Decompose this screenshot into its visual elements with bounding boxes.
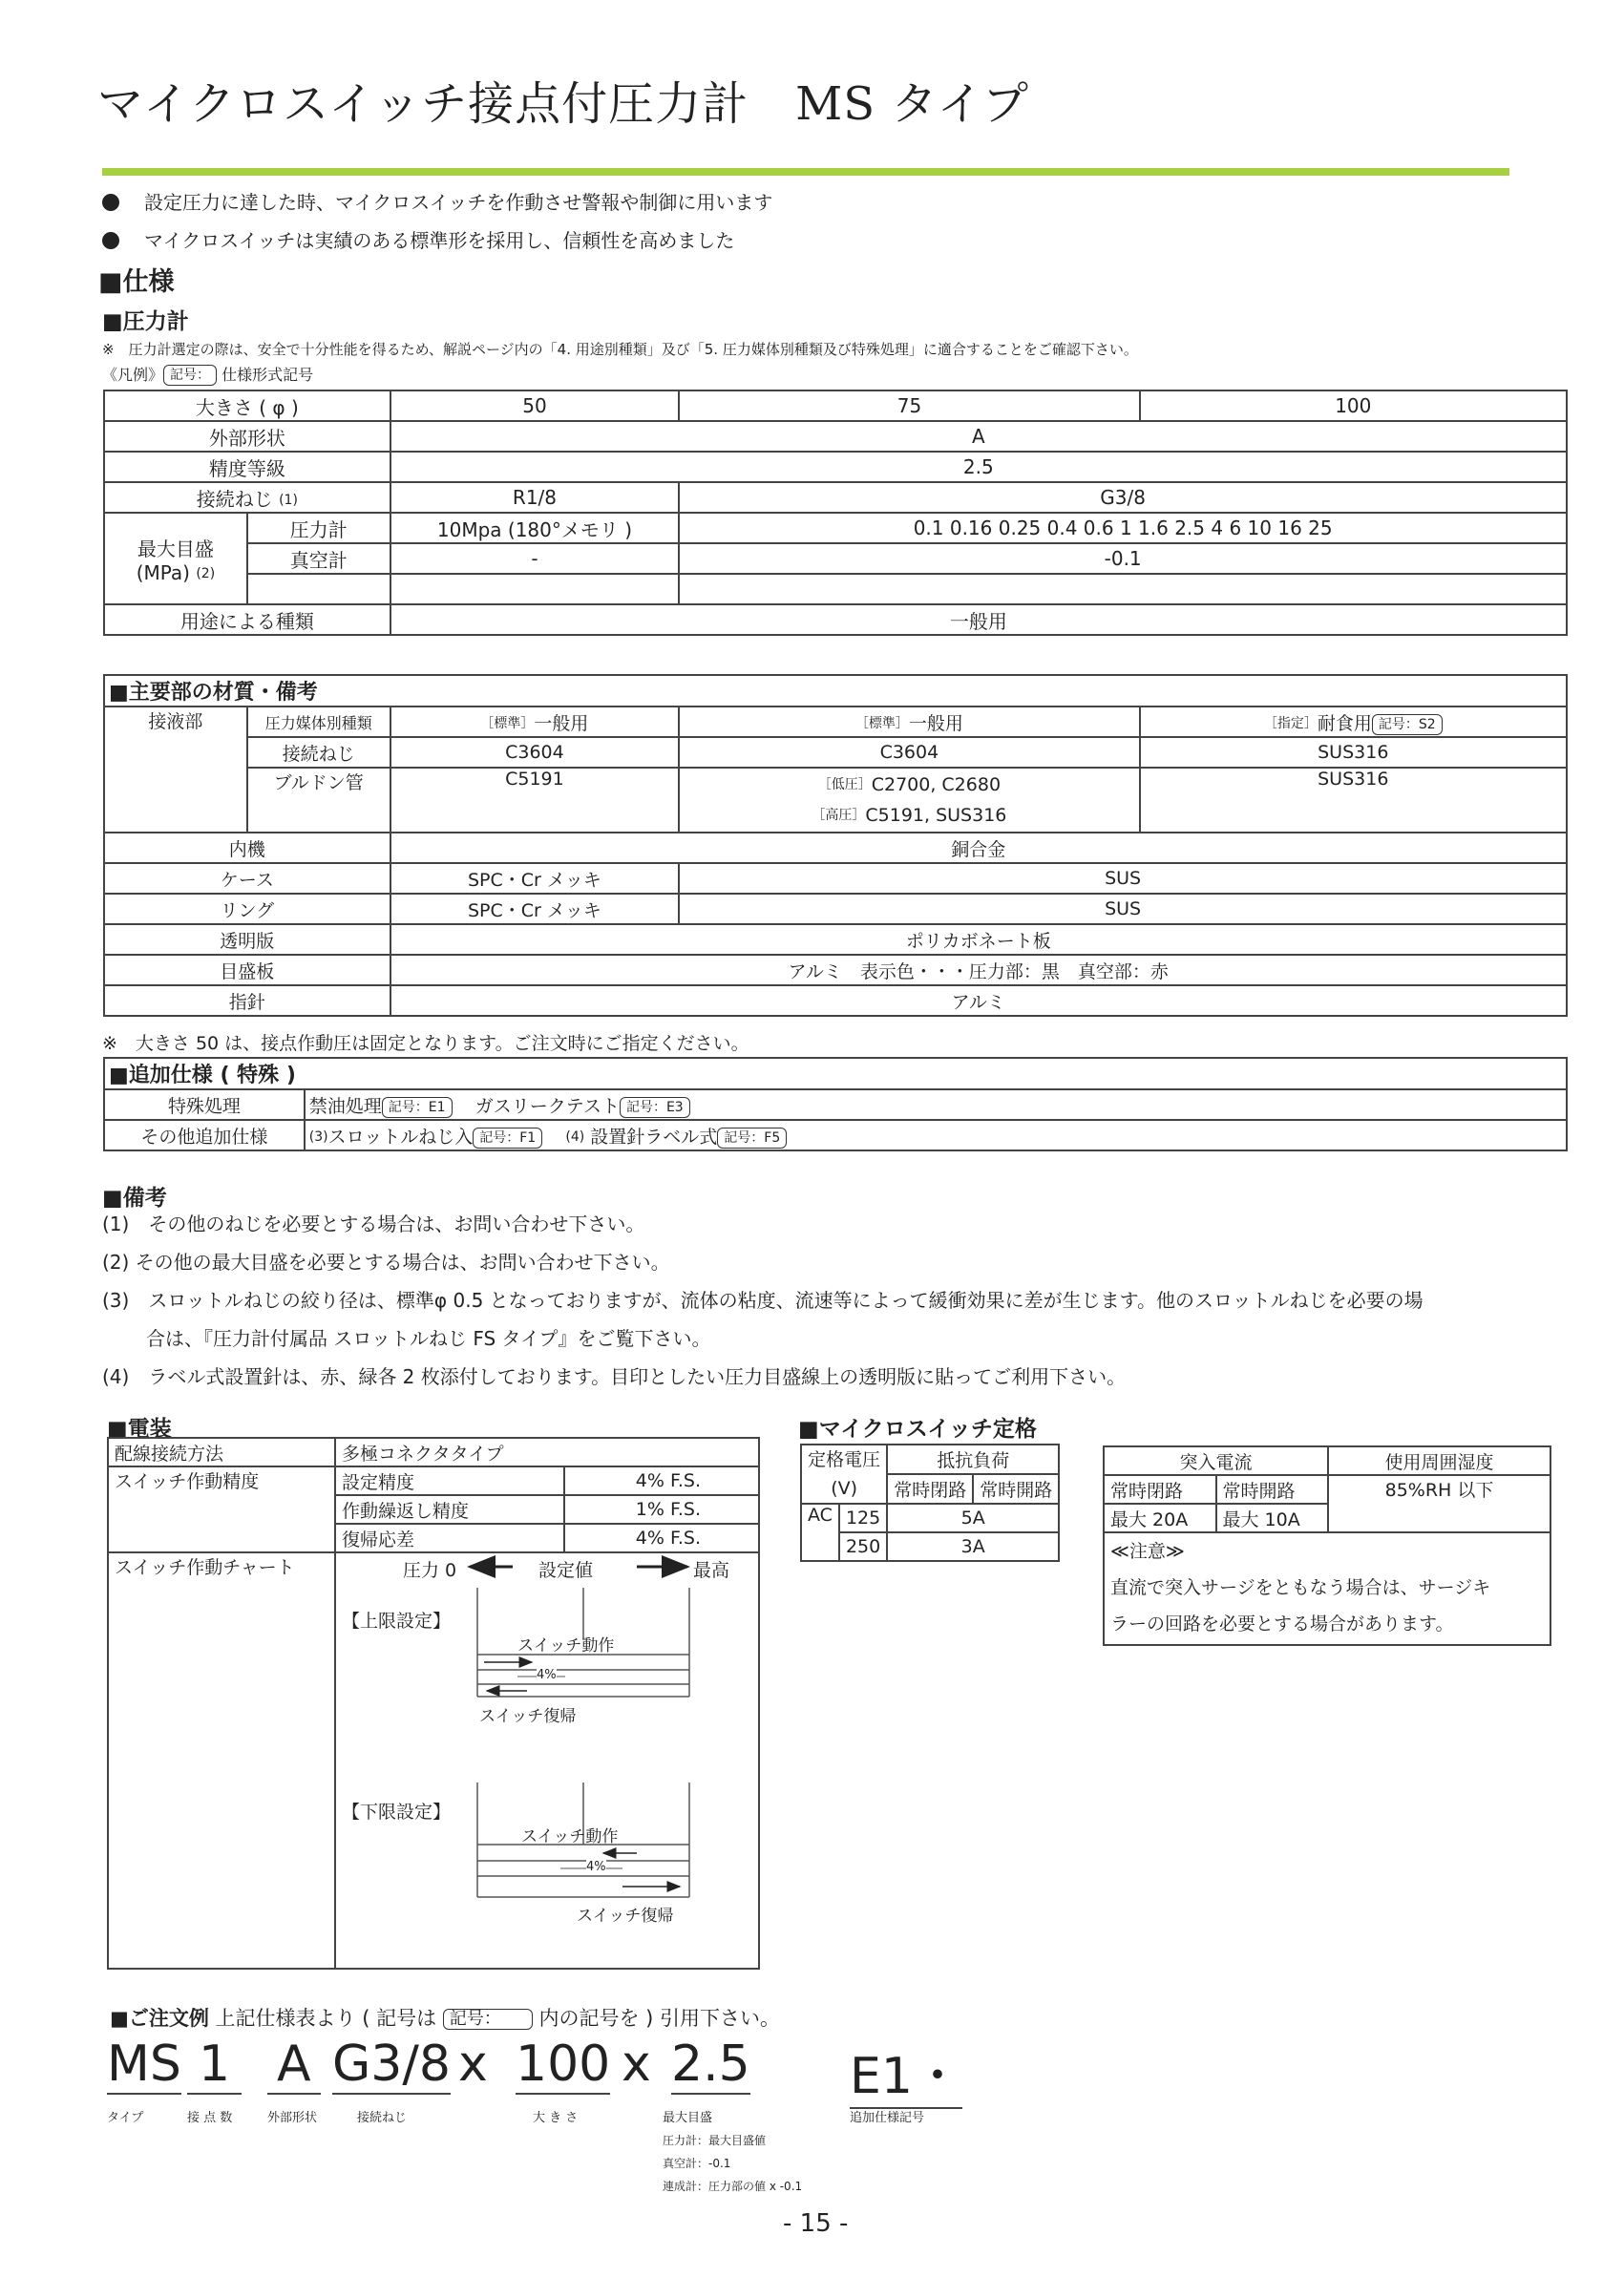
- use-label: 用途による種類: [104, 604, 390, 635]
- reset-value: 4% F.S.: [564, 1524, 759, 1552]
- v250: 250: [839, 1532, 887, 1561]
- thread-other: G3/8: [679, 482, 1567, 513]
- size-75: 75: [679, 390, 1139, 421]
- gauge-heading: ■圧力計: [102, 309, 189, 334]
- inrush-nc-value: 最大 20A: [1104, 1504, 1216, 1532]
- pressure-50: 10Mpa (180°メモリ ): [390, 513, 680, 543]
- axis-right-label: 最高: [693, 1560, 730, 1581]
- reset-label: 復帰応差: [335, 1524, 564, 1552]
- use-value: 一般用: [390, 604, 1567, 635]
- order-code-type: MS: [107, 2035, 181, 2093]
- shape-label: 外部形状: [104, 421, 390, 452]
- case-other: SUS: [679, 863, 1567, 894]
- a125: 5A: [887, 1504, 1059, 1532]
- order-code-extra: E1・: [850, 2035, 962, 2109]
- size-50: 50: [390, 390, 680, 421]
- bourdon-100: SUS316: [1140, 768, 1567, 833]
- movement-label: 内機: [104, 833, 390, 863]
- order-code-contacts: 1: [187, 2035, 242, 2095]
- chart-label: スイッチ作動チャート: [108, 1552, 335, 1969]
- caption-max: 最大目盛: [663, 2111, 713, 2125]
- axis-mid-label: 設定値: [538, 1560, 594, 1581]
- title-underline: [102, 168, 1509, 176]
- bourdon-75: ［低圧］C2700, C2680 ［高圧］C5191, SUS316: [679, 768, 1139, 833]
- pointer-label: 指針: [104, 985, 390, 1016]
- material-table: [103, 674, 1568, 1017]
- wiring-value: 多極コネクタタイプ: [335, 1438, 759, 1466]
- medium-50: ［標準］一般用: [390, 707, 680, 737]
- bourdon-50: C5191: [390, 768, 680, 833]
- window-value: ポリカボネート板: [390, 924, 1567, 955]
- material-note: ※ 大きさ 50 は、接点作動圧は固定となります。ご注文時にご指定ください。: [102, 1033, 749, 1054]
- empty-cell: [247, 574, 390, 604]
- order-intro: ■ご注文例 上記仕様表より ( 記号は 記号： 内の記号を ) 引用下さい。: [110, 2007, 780, 2030]
- ring-other: SUS: [679, 894, 1567, 924]
- lower-action-label: スイッチ動作: [521, 1827, 619, 1846]
- inrush-no-label: 常時開路: [1216, 1475, 1329, 1504]
- vacuum-label: 真空計: [247, 543, 390, 574]
- thread-label: 接続ねじ (1): [104, 482, 390, 513]
- remark-1: (1) その他のねじを必要とする場合は、お問い合わせ下さい。: [102, 1213, 645, 1235]
- legend: 《凡例》 記号： 仕様形式記号: [102, 366, 314, 384]
- shape-value: A: [390, 421, 1567, 452]
- gauge-spec-table: [103, 390, 1568, 636]
- special-label: 特殊処理: [104, 1089, 305, 1120]
- upper-pct-label: 4%: [537, 1668, 557, 1682]
- caption-type: タイプ: [107, 2111, 144, 2125]
- medium-label: 圧力媒体別種類: [247, 707, 390, 737]
- pressure-other: 0.1 0.16 0.25 0.4 0.6 1 1.6 2.5 4 6 10 16 25: [679, 513, 1567, 543]
- bullet-icon: [102, 194, 119, 211]
- mat-thread-50: C3604: [390, 737, 680, 768]
- voltage-label: 定格電圧 (V): [801, 1445, 887, 1504]
- caption-thread: 接続ねじ: [357, 2111, 408, 2125]
- remark-4: (4) ラベル式設置針は、赤、緑各 2 枚添付しております。目印としたい圧力目盛線上の透明版に貼ってご利用下さい。: [102, 1365, 1127, 1388]
- micro-heading: ■マイクロスイッチ定格: [798, 1417, 1037, 1442]
- switch-chart-cell: [335, 1552, 759, 1969]
- caption-size: 大 き さ: [533, 2111, 579, 2125]
- order-code-size: 100: [516, 2035, 611, 2093]
- axis-left-label: 圧力 0: [403, 1560, 457, 1581]
- caption-extra: 追加仕様記号: [850, 2111, 925, 2125]
- ring-50: SPC・Cr メッキ: [390, 894, 680, 924]
- empty-cell: [679, 574, 1567, 604]
- no-label: 常時開路: [973, 1474, 1059, 1504]
- ring-label: リング: [104, 894, 390, 924]
- caution-text-1: 直流で突入サージをともなう場合は、サージキ: [1110, 1577, 1491, 1598]
- caution-label: ≪注意≫: [1110, 1541, 1185, 1562]
- size-label: 大きさ ( φ ): [104, 390, 390, 421]
- ac-label: AC: [801, 1504, 839, 1561]
- vacuum-50: -: [390, 543, 680, 574]
- caption-contacts: 接 点 数: [187, 2111, 233, 2125]
- pressure-label: 圧力計: [247, 513, 390, 543]
- lower-recover-label: スイッチ復帰: [577, 1907, 674, 1926]
- medium-100: ［指定］耐食用 記号：S2: [1140, 707, 1567, 737]
- max-scale-label: 最大目盛 (MPa) (2): [104, 513, 247, 604]
- accuracy-label: 精度等級: [104, 452, 390, 482]
- inrush-label: 突入電流: [1104, 1446, 1328, 1475]
- repeat-value: 1% F.S.: [564, 1495, 759, 1524]
- upper-recover-label: スイッチ復帰: [479, 1707, 577, 1726]
- spec-heading: ■仕様: [98, 267, 175, 297]
- remarks-heading: ■備考: [102, 1186, 167, 1211]
- humidity-label: 使用周囲湿度: [1328, 1446, 1550, 1475]
- mat-thread-75: C3604: [679, 737, 1139, 768]
- case-label: ケース: [104, 863, 390, 894]
- accuracy-value: 2.5: [390, 452, 1567, 482]
- bullet-icon: [102, 232, 119, 249]
- repeat-label: 作動繰返し精度: [335, 1495, 564, 1524]
- wiring-label: 配線接続方法: [108, 1438, 335, 1466]
- special-value: 禁油処理 記号：E1 ガスリークテスト 記号：E3: [305, 1089, 1567, 1120]
- switch-accuracy-label: スイッチ作動精度: [108, 1466, 335, 1552]
- electrical-table: [107, 1437, 760, 1970]
- gauge-note: ※ 圧力計選定の際は、安全で十分性能を得るため、解説ページ内の「4. 用途別種類」及び「5. 圧力媒体別種類及び特殊処理」に適合することをご確認下さい。: [102, 341, 1138, 358]
- set-accuracy-label: 設定精度: [335, 1466, 564, 1495]
- extra-spec-table: [103, 1057, 1568, 1151]
- window-label: 透明版: [104, 924, 390, 955]
- medium-75: ［標準］一般用: [679, 707, 1139, 737]
- feature-bullet-1: 設定圧力に達した時、マイクロスイッチを作動させ警報や制御に用います: [102, 187, 772, 215]
- resistive-label: 抵抗負荷: [887, 1445, 1059, 1474]
- upper-setting-label: 【上限設定】: [342, 1611, 452, 1632]
- micro-rating-table: [800, 1444, 1060, 1562]
- other-value: (3)スロットルねじ入 記号：F1 (4) 設置針ラベル式 記号：F5: [305, 1120, 1567, 1150]
- page-title: マイクロスイッチ接点付圧力計 MS タイプ: [97, 77, 1030, 131]
- mat-thread-label: 接続ねじ: [247, 737, 390, 768]
- upper-action-label: スイッチ動作: [517, 1636, 615, 1656]
- inrush-nc-label: 常時閉路: [1104, 1475, 1216, 1504]
- lower-setting-label: 【下限設定】: [342, 1802, 452, 1823]
- material-heading: ■主要部の材質・備考: [104, 675, 1567, 707]
- page-number: - 15 -: [783, 2209, 849, 2238]
- order-code-thread: G3/8: [332, 2035, 451, 2093]
- mat-thread-100: SUS316: [1140, 737, 1567, 768]
- nc-label: 常時閉路: [887, 1474, 973, 1504]
- bourdon-label: ブルドン管: [247, 768, 390, 833]
- a250: 3A: [887, 1532, 1059, 1561]
- humidity-value: 85%RH 以下: [1328, 1475, 1550, 1532]
- electrical-heading: ■電装: [107, 1417, 172, 1442]
- thread-50: R1/8: [390, 482, 680, 513]
- remark-3-cont: 合は、『圧力計付属品 スロットルねじ FS タイプ』をご覧下さい。: [146, 1327, 711, 1350]
- order-code-max: 2.5: [671, 2035, 750, 2093]
- remark-2: (2) その他の最大目盛を必要とする場合は、お問い合わせ下さい。: [102, 1251, 670, 1274]
- inrush-table: [1103, 1445, 1551, 1646]
- remarks-list: [102, 1205, 1572, 1396]
- feature-bullet-2: マイクロスイッチは実績のある標準形を採用し、信頼性を高めました: [102, 225, 734, 253]
- set-accuracy-value: 4% F.S.: [564, 1466, 759, 1495]
- wetted-label: 接液部: [104, 707, 247, 833]
- caution-text-2: ラーの回路を必要とする場合があります。: [1110, 1614, 1454, 1635]
- other-label: その他追加仕様: [104, 1120, 305, 1150]
- caption-shape: 外部形状: [267, 2111, 318, 2125]
- remark-3: (3) スロットルねじの絞り径は、標準φ 0.5 となっておりますが、流体の粘度、流速等によって緩衝効果に差が生じます。他のスロットルねじを必要の場: [102, 1289, 1424, 1312]
- pointer-value: アルミ: [390, 985, 1567, 1016]
- size-100: 100: [1140, 390, 1567, 421]
- vacuum-other: -0.1: [679, 543, 1567, 574]
- lower-pct-label: 4%: [586, 1860, 606, 1874]
- movement-value: 銅合金: [390, 833, 1567, 863]
- caution-cell: [1104, 1532, 1550, 1645]
- dial-label: 目盛板: [104, 955, 390, 985]
- extra-heading: ■追加仕様 ( 特殊 ): [104, 1058, 1567, 1089]
- order-code-shape: A: [267, 2035, 321, 2095]
- inrush-no-value: 最大 10A: [1216, 1504, 1329, 1532]
- empty-cell: [390, 574, 680, 604]
- v125: 125: [839, 1504, 887, 1532]
- order-code-x2: x: [622, 2035, 651, 2093]
- order-code-x1: x: [458, 2035, 488, 2093]
- max-scale-notes: 圧力計：最大目盛値 真空計：-0.1 連成計：圧力部の値 x -0.1: [663, 2134, 803, 2193]
- dial-value: アルミ 表示色・・・圧力部：黒 真空部：赤: [390, 955, 1567, 985]
- case-50: SPC・Cr メッキ: [390, 863, 680, 894]
